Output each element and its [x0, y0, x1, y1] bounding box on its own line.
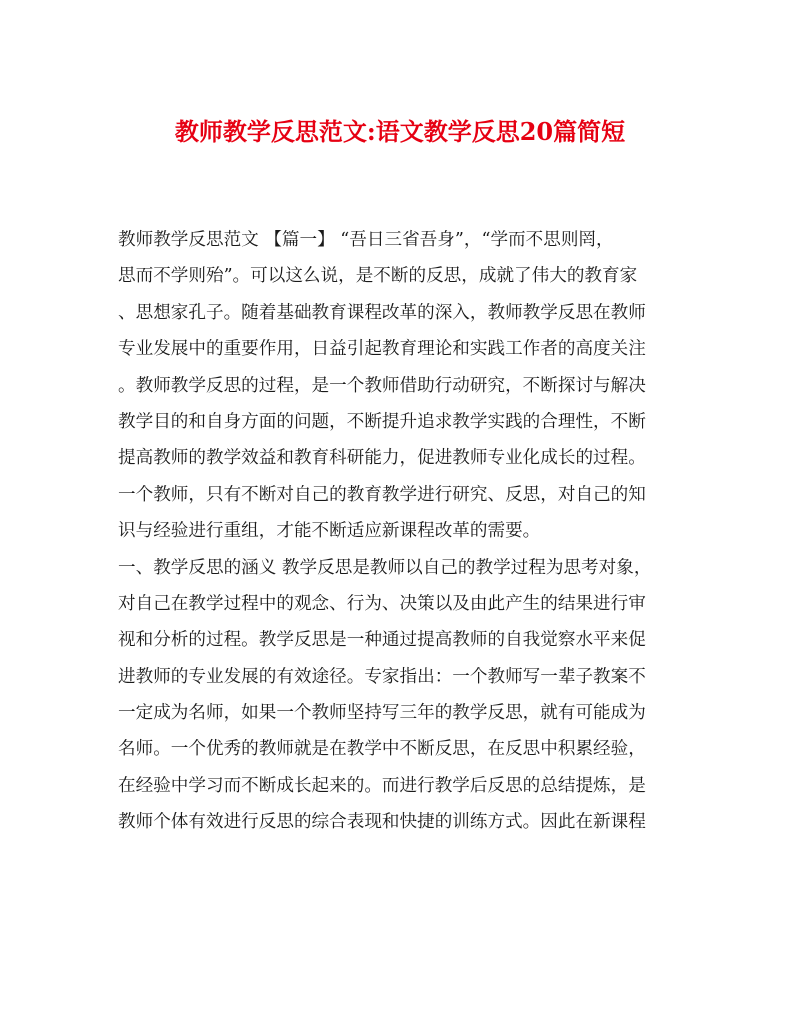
paragraph-line: 一个教师，只有不断对自己的教育教学进行研究、反思，对自己的知	[118, 484, 646, 505]
paragraph-line: 对自己在教学过程中的观念、行为、决策以及由此产生的结果进行审	[118, 593, 646, 614]
paragraph-line: 提高教师的教学效益和教育科研能力，促进教师专业化成长的过程。	[118, 448, 646, 469]
paragraph-line: 。教师教学反思的过程，是一个教师借助行动研究，不断探讨与解决	[118, 375, 646, 396]
paragraph-line: 视和分析的过程。教学反思是一种通过提高教师的自我觉察水平来促	[118, 630, 646, 651]
paragraph-line: 教学目的和自身方面的问题，不断提升追求教学实践的合理性，不断	[118, 411, 646, 432]
paragraph-line: 、思想家孔子。随着基础教育课程改革的深入，教师教学反思在教师	[118, 302, 646, 323]
paragraph-line: 教师个体有效进行反思的综合表现和快捷的训练方式。因此在新课程	[118, 812, 646, 833]
section-heading-line: 一、教学反思的涵义 教学反思是教师以自己的教学过程为思考对象，	[118, 557, 652, 578]
paragraph-line: 思而不学则殆”。可以这么说，是不断的反思，成就了伟大的教育家	[118, 266, 638, 287]
paragraph-line: 识与经验进行重组，才能不断适应新课程改革的需要。	[118, 521, 541, 542]
paragraph-line: 进教师的专业发展的有效途径。专家指出：一个教师写一辈子教案不	[118, 666, 646, 687]
paragraph-line: 专业发展中的重要作用，日益引起教育理论和实践工作者的高度关注	[118, 339, 646, 360]
paragraph-line: 教师教学反思范文 【篇一】 “吾日三省吾身”，“学而不思则罔，	[118, 230, 614, 250]
paragraph-line: 一定成为名师，如果一个教师坚持写三年的教学反思，就有可能成为	[118, 703, 646, 724]
paragraph-line: 名师。一个优秀的教师就是在教学中不断反思，在反思中积累经验，	[118, 739, 646, 760]
document-body	[118, 222, 678, 841]
paragraph-line: 在经验中学习而不断成长起来的。而进行教学后反思的总结提炼，是	[118, 775, 646, 796]
document-title: 教师教学反思范文:语文教学反思20篇简短	[174, 117, 626, 146]
